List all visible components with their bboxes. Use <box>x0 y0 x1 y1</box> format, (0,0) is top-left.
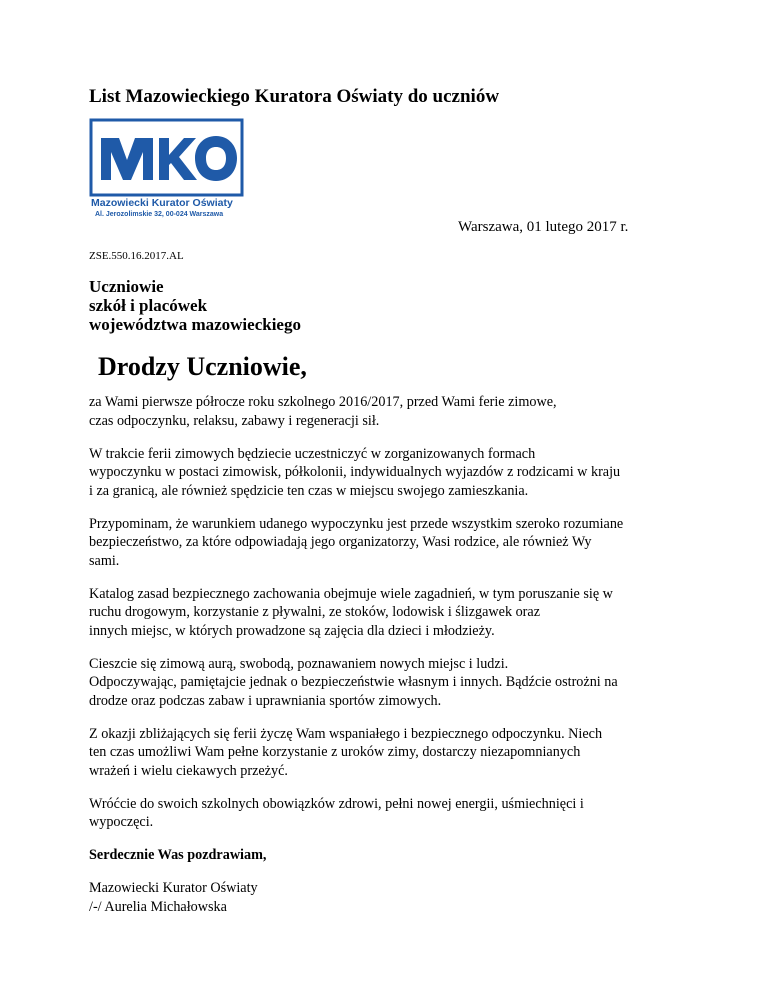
paragraph-line: sami. <box>89 552 120 569</box>
paragraph-line: Katalog zasad bezpiecznego zachowania obejmuje wiele zagadnień, w tym poruszanie się w <box>89 585 613 602</box>
paragraph-line: Wróćcie do swoich szkolnych obowiązków zdrowi, pełni nowej energii, uśmiechnięci i <box>89 795 584 812</box>
paragraph-line: za Wami pierwsze półrocze roku szkolnego 2016/2017, przed Wami ferie zimowe, <box>89 394 557 410</box>
paragraph-line: i za granicą, ale również spędzicie ten czas w miejscu swojego zamieszkania. <box>89 482 529 499</box>
paragraph-line: wypoczęci. <box>89 814 154 830</box>
paragraph <box>89 393 689 430</box>
paragraph <box>89 655 689 711</box>
paragraph <box>89 585 689 641</box>
signature-title: Mazowiecki Kurator Oświaty <box>89 880 258 896</box>
paragraph-line: drodze oraz podczas zabaw i uprawniania sportów zimowych. <box>89 692 442 709</box>
paragraph-line: ten czas umożliwi Wam pełne korzystanie z uroków zimy, dostarczy niezapomnianych <box>89 744 581 760</box>
paragraph-line: Z okazji zbliżających się ferii życzę Wam wspaniałego i bezpiecznego odpoczynku. Niech <box>89 725 603 742</box>
paragraph-line: wypoczynku w postaci zimowisk, półkolonii, indywidualnych wyjazdów z rodzicami w kraju <box>89 464 621 480</box>
paragraph-line: Cieszcie się zimową aurą, swobodą, poznawaniem nowych miejsc i ludzi. <box>89 655 509 672</box>
salutation: Drodzy Uczniowie, <box>98 352 307 381</box>
signature-name: /-/ Aurelia Michałowska <box>89 898 227 915</box>
paragraph-line: W trakcie ferii zimowych będziecie uczestniczyć w zorganizowanych formach <box>89 445 536 462</box>
paragraph-line: Przypominam, że warunkiem udanego wypoczynku jest przede wszystkim szeroko rozumiane <box>89 515 624 532</box>
paragraph-line: ruchu drogowym, korzystanie z pływalni, ze stoków, lodowisk i ślizgawek oraz <box>89 604 540 620</box>
paragraph <box>89 795 689 832</box>
paragraph-line: czas odpoczynku, relaksu, zabawy i regeneracji sił. <box>89 412 380 429</box>
letter-date: Warszawa, 01 lutego 2017 r. <box>458 219 629 235</box>
paragraph-line: Odpoczywając, pamiętajcie jednak o bezpieczeństwie własnym i innych. Bądźcie ostrożni na <box>89 674 618 690</box>
recipient-block <box>89 277 301 334</box>
logo-address: Al. Jerozolimskie 32, 00-024 Warszawa <box>95 211 224 218</box>
recipient-line: województwa mazowieckiego <box>89 315 301 334</box>
recipient-line: szkół i placówek <box>89 296 208 315</box>
paragraph <box>89 725 689 781</box>
letter-title: List Mazowieckiego Kuratora Oświaty do uczniów <box>89 86 500 107</box>
paragraph-line: wrażeń i wielu ciekawych przeżyć. <box>89 762 288 779</box>
recipient-line: Uczniowie <box>89 277 164 296</box>
signature-block <box>89 879 689 916</box>
paragraph-line: bezpieczeństwo, za które odpowiadają jego organizatorzy, Wasi rodzice, ale również Wy <box>89 534 592 550</box>
mko-logo-graphic <box>89 118 259 220</box>
paragraph <box>89 445 689 501</box>
paragraph <box>89 515 689 571</box>
reference-number: ZSE.550.16.2017.AL <box>89 250 184 262</box>
letter-body <box>89 393 689 931</box>
logo-name: Mazowiecki Kurator Oświaty <box>91 197 233 209</box>
closing: Serdecznie Was pozdrawiam, <box>89 847 267 863</box>
mko-logo <box>89 118 259 220</box>
paragraph-line: innych miejsc, w których prowadzone są zajęcia dla dzieci i młodzieży. <box>89 622 495 639</box>
